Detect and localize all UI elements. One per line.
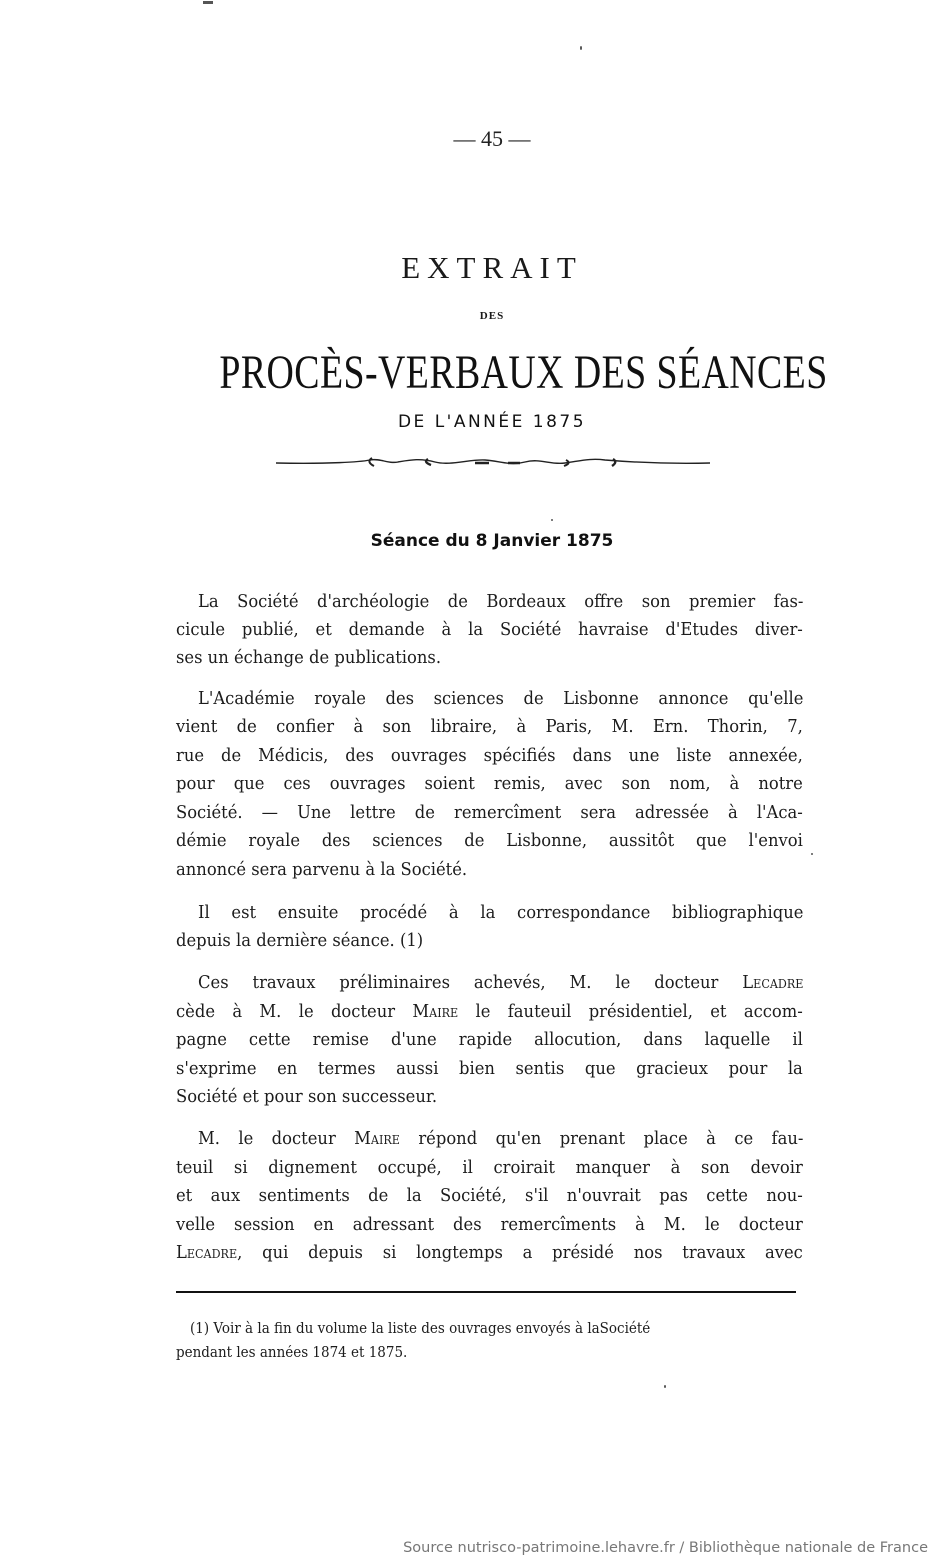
text-line: cicule publié, et demande à la Société havraise d'Etudes diver- <box>176 620 803 640</box>
text-line <box>198 1125 803 1153</box>
text-line: démie royale des sciences de Lisbonne, aussitôt que l'envoi <box>176 831 803 851</box>
ornament-divider <box>270 450 715 476</box>
ornament-curl <box>612 459 615 466</box>
footnote-line: pendant les années 1874 et 1875. <box>176 1345 408 1361</box>
text-line: Il est ensuite procédé à la correspondance bibliographique <box>198 903 804 923</box>
text-line: ses un échange de publications. <box>176 648 442 668</box>
title-year: DE L'ANNÉE 1875 <box>397 412 587 432</box>
text-line: Société et pour son successeur. <box>176 1087 438 1107</box>
page-title: PROCÈS-VERBAUX DES SÉANCES <box>219 346 828 399</box>
text-line <box>198 969 803 997</box>
text-line: rue de Médicis, des ouvrages spécifiés dans une liste annexée, <box>176 746 803 766</box>
title-extrait: EXTRAIT <box>401 250 583 285</box>
person-name: Maire <box>354 1129 400 1149</box>
person-name: Lecadre <box>742 973 804 993</box>
scan-speck <box>551 519 553 521</box>
page-number: — 45 — <box>453 126 531 151</box>
text-fragment: Ces travaux préliminaires achevés, M. le docteur <box>198 973 719 993</box>
ornament-line <box>276 459 710 463</box>
text-line: et aux sentiments de la Société, s'il n'ouvrait pas cette nou- <box>176 1186 803 1206</box>
text-line <box>176 1239 803 1267</box>
text-fragment: , qui depuis si longtemps a présidé nos travaux avec <box>237 1243 803 1263</box>
text-fragment: le fauteuil présidentiel, et accom- <box>475 1002 803 1022</box>
text-fragment: M. le docteur <box>198 1129 336 1149</box>
text-line: pour que ces ouvrages soient remis, avec son nom, à notre <box>176 774 803 794</box>
text-fragment: répond qu'en prenant place à ce fau- <box>418 1129 804 1149</box>
person-name: Maire <box>412 1002 459 1022</box>
text-line: teuil si dignement occupé, il croirait manquer à son devoir <box>176 1158 803 1178</box>
scan-speck <box>811 853 813 855</box>
scan-speck <box>580 46 582 50</box>
text-line: pagne cette remise d'une rapide allocution, dans laquelle il <box>176 1030 803 1050</box>
footnote-line: (1) Voir à la fin du volume la liste des ouvrages envoyés à laSociété <box>190 1321 651 1337</box>
ornament-curl <box>426 459 431 465</box>
scan-speck <box>664 1385 666 1388</box>
text-line: s'exprime en termes aussi bien sentis que gracieux pour la <box>176 1059 803 1079</box>
title-des: DES <box>479 310 505 322</box>
text-line <box>176 998 803 1026</box>
session-heading: Séance du 8 Janvier 1875 <box>370 531 614 551</box>
source-credit: Source nutrisco-patrimoine.lehavre.fr / Bibliothèque nationale de France <box>403 1540 928 1556</box>
scan-speck <box>203 1 213 4</box>
footnote-rule <box>176 1291 796 1293</box>
text-line: Société. — Une lettre de remercîment sera adressée à l'Aca- <box>176 803 803 823</box>
text-line: annoncé sera parvenu à la Société. <box>176 860 468 880</box>
text-line: vient de confier à son libraire, à Paris, M. Ern. Thorin, 7, <box>176 717 803 737</box>
text-line: L'Académie royale des sciences de Lisbonne annonce qu'elle <box>198 689 804 709</box>
text-line: velle session en adressant des remercîments à M. le docteur <box>176 1215 803 1235</box>
text-fragment: cède à M. le docteur <box>176 1002 396 1022</box>
text-line: La Société d'archéologie de Bordeaux offre son premier fas- <box>198 592 804 612</box>
text-line: depuis la dernière séance. (1) <box>176 931 424 951</box>
person-name: Lecadre <box>176 1243 238 1263</box>
